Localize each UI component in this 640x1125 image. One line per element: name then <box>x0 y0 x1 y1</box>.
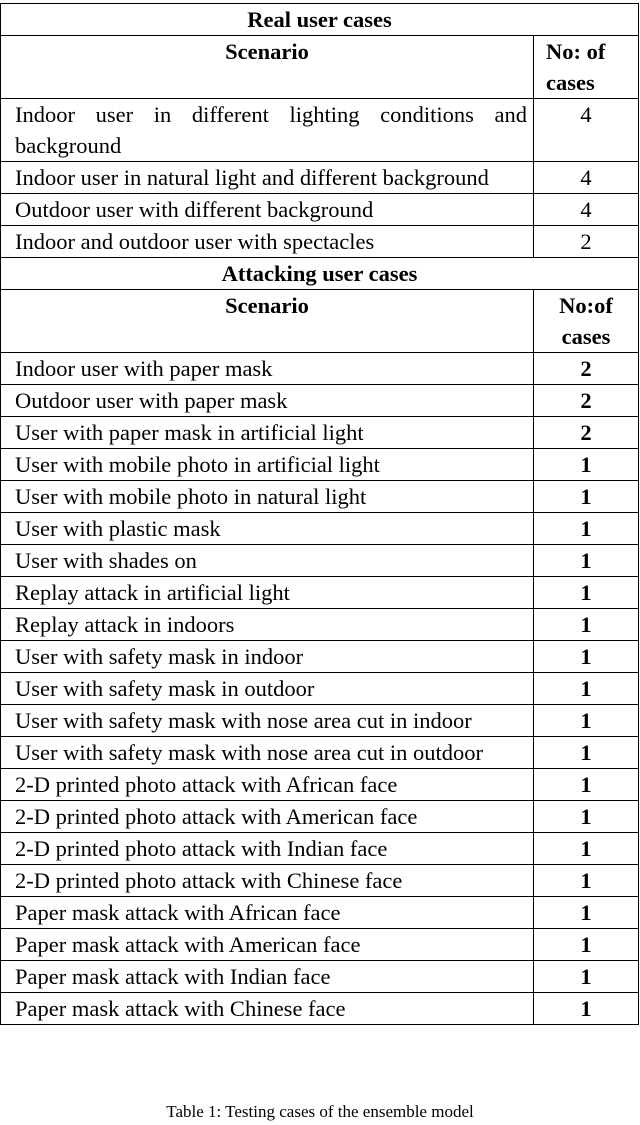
scenario-cell: User with mobile photo in natural light <box>1 481 534 513</box>
table-row <box>1 449 639 481</box>
scenario-cell: User with safety mask in indoor <box>1 641 534 673</box>
table-row <box>1 865 639 897</box>
table-row <box>1 929 639 961</box>
table-row <box>1 481 639 513</box>
table-row <box>1 641 639 673</box>
table-row <box>1 897 639 929</box>
count-cell: 1 <box>534 545 639 577</box>
count-cell: 1 <box>534 929 639 961</box>
section-title-row <box>1 4 639 36</box>
count-cell: 1 <box>534 641 639 673</box>
table-row <box>1 961 639 993</box>
table-row <box>1 833 639 865</box>
column-header-row <box>1 36 639 99</box>
table-row <box>1 226 639 258</box>
scenario-header: Scenario <box>1 290 534 353</box>
scenario-cell: Outdoor user with different background <box>1 194 534 226</box>
table-row <box>1 737 639 769</box>
scenario-cell: Paper mask attack with American face <box>1 929 534 961</box>
scenario-header: Scenario <box>1 36 534 99</box>
table-row <box>1 353 639 385</box>
scenario-cell: 2-D printed photo attack with American face <box>1 801 534 833</box>
scenario-cell: 2-D printed photo attack with African face <box>1 769 534 801</box>
table-row <box>1 801 639 833</box>
scenario-cell: User with shades on <box>1 545 534 577</box>
scenario-cell: Paper mask attack with African face <box>1 897 534 929</box>
scenario-cell: User with plastic mask <box>1 513 534 545</box>
scenario-cell: 2-D printed photo attack with Indian face <box>1 833 534 865</box>
table-row <box>1 993 639 1025</box>
count-cell: 2 <box>534 226 639 258</box>
table-row <box>1 162 639 194</box>
table-row <box>1 545 639 577</box>
count-cell: 1 <box>534 705 639 737</box>
count-cell: 4 <box>534 162 639 194</box>
scenario-cell: Paper mask attack with Indian face <box>1 961 534 993</box>
table-row <box>1 385 639 417</box>
table-row <box>1 99 639 162</box>
scenario-cell: User with safety mask with nose area cut in indoor <box>1 705 534 737</box>
count-cell: 2 <box>534 417 639 449</box>
scenario-cell: User with safety mask in outdoor <box>1 673 534 705</box>
count-cell: 1 <box>534 481 639 513</box>
count-cell: 1 <box>534 577 639 609</box>
count-cell: 1 <box>534 961 639 993</box>
count-cell: 4 <box>534 194 639 226</box>
scenario-cell: User with safety mask with nose area cut in outdoor <box>1 737 534 769</box>
table-row <box>1 577 639 609</box>
table-caption: Table 1: Testing cases of the ensemble model <box>166 1102 474 1121</box>
table-row <box>1 705 639 737</box>
scenario-cell: User with mobile photo in artificial light <box>1 449 534 481</box>
section-title-row <box>1 258 639 290</box>
count-cell: 1 <box>534 449 639 481</box>
count-cell: 1 <box>534 737 639 769</box>
scenario-cell: Indoor user in different lighting conditions and background <box>1 99 534 162</box>
scenario-cell: Replay attack in artificial light <box>1 577 534 609</box>
count-header: No:of cases <box>534 290 639 353</box>
scenario-cell: Indoor user in natural light and different background <box>1 162 534 194</box>
table-row <box>1 513 639 545</box>
scenario-cell: Outdoor user with paper mask <box>1 385 534 417</box>
scenario-cell: 2-D printed photo attack with Chinese face <box>1 865 534 897</box>
section-title: Real user cases <box>1 4 639 36</box>
count-cell: 1 <box>534 673 639 705</box>
scenario-cell: Replay attack in indoors <box>1 609 534 641</box>
table-row <box>1 609 639 641</box>
count-cell: 1 <box>534 513 639 545</box>
count-cell: 1 <box>534 609 639 641</box>
count-header: No: of cases <box>534 36 639 99</box>
scenario-cell: Paper mask attack with Chinese face <box>1 993 534 1025</box>
count-cell: 1 <box>534 897 639 929</box>
column-header-row <box>1 290 639 353</box>
section-title: Attacking user cases <box>1 258 639 290</box>
table-row <box>1 417 639 449</box>
count-cell: 1 <box>534 769 639 801</box>
scenario-cell: User with paper mask in artificial light <box>1 417 534 449</box>
count-cell: 1 <box>534 993 639 1025</box>
scenario-cell: Indoor and outdoor user with spectacles <box>1 226 534 258</box>
count-cell: 1 <box>534 801 639 833</box>
table-row <box>1 769 639 801</box>
table-row <box>1 194 639 226</box>
count-cell: 1 <box>534 865 639 897</box>
scenario-cell: Indoor user with paper mask <box>1 353 534 385</box>
count-cell: 2 <box>534 353 639 385</box>
count-cell: 4 <box>534 99 639 162</box>
count-cell: 1 <box>534 833 639 865</box>
count-cell: 2 <box>534 385 639 417</box>
testing-cases-table <box>0 3 639 1025</box>
table-row <box>1 673 639 705</box>
